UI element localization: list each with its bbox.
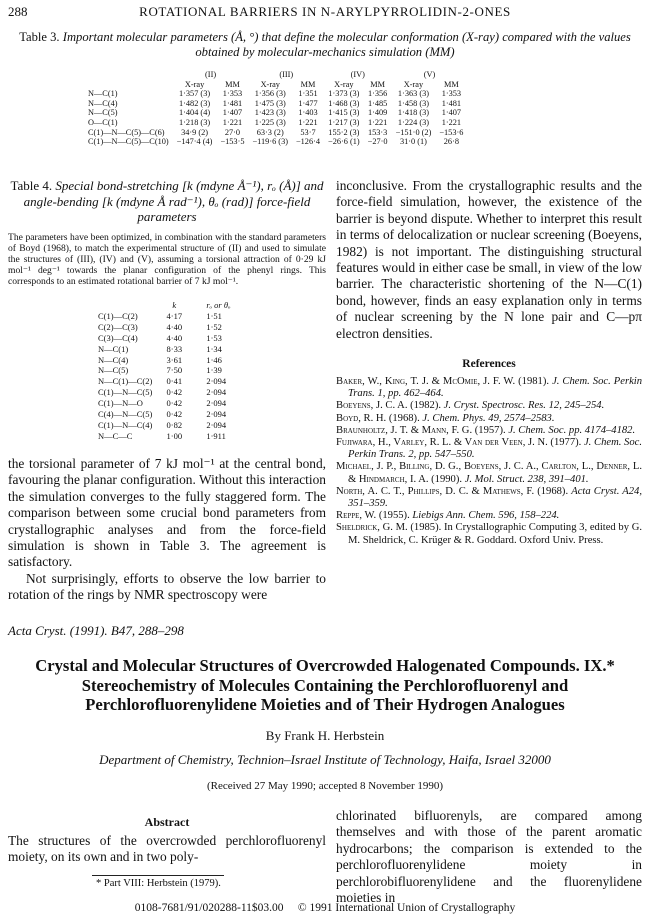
table4-row [98,398,237,409]
table3-row [84,118,467,128]
table4-r: 2·094 [206,419,227,430]
table3-cell: 1·224 (3) [397,117,430,127]
table3-cell: 34·9 (2) [181,127,209,137]
table4-caption-text: Special bond-stretching [k (mdyne Å⁻¹), rₒ (Å)] and angle-bending [k (mdyne Å rad⁻¹), θₒ (rad)] force-field parameters [23,178,324,224]
table3-row [84,108,467,118]
reference-item [336,376,642,400]
table4-row [98,431,237,442]
table3-cell: 1·418 (3) [397,108,430,118]
copyright-line: © 1991 International Union of Crystallography [297,902,516,914]
table4-r: 1·34 [206,343,222,354]
table3-cell: 1·475 (3) [254,98,286,108]
table4 [98,300,237,442]
abstract-heading: Abstract [144,815,190,829]
table3-subheader: X-ray [334,79,354,89]
reference-source: J. Mol. Struct. 238, 391–401. [464,473,589,485]
table4-note: The parameters have been optimized, in combination with the standard parameters of Boyd (1968), to match the experimental structure of (II) and used to simulate the structures of (III), (IV) and (V), assuming a torsional attraction of 0·29 kJ mol⁻¹ deg⁻¹ towards the planar configuration of the phenyl rings. This corresponds to an estimated rotational barrier of 7 kJ mol⁻¹. [8,232,326,287]
table3-cell: 1·481 [441,98,462,108]
table4-k: 0·42 [166,387,183,398]
reference-item [336,437,642,461]
reference-source: J. Chem. Soc. pp. 4174–4182. [508,424,636,436]
table3-cell: −26·6 (1) [328,137,360,147]
table3-cell: −153·6 [439,127,464,137]
table3-cell: −147·4 (4) [176,137,213,147]
table3-cell: 1·221 [298,117,318,127]
table3-subheader: MM [444,79,459,89]
table3-caption [8,30,642,60]
issn-line: 0108-7681/91/020288-11$03.00 [134,902,284,914]
table4-caption [8,178,326,225]
table3-cell: −119·6 (3) [252,137,288,147]
table3-row [84,137,467,147]
article-author: By Frank H. Herbstein [265,728,385,743]
table3-row [84,128,467,138]
reference-authors: Boeyens, J. C. A. (1982). [336,400,442,412]
table3-cell: −151·0 (2) [395,127,432,137]
table4-r: 2·094 [206,398,227,409]
table4-k: 4·40 [166,332,183,343]
table3-param: N—C(1) [88,89,118,99]
abstract-text-right: chlorinated bifluorenyls, are compared among themselves and with those of the parent aromatic hydrocarbons; the comparison is extended to the perchlorofluorenylidene moiety in perchlorobifluorenylidene and the fluorenylidene moieties in [336,808,642,906]
table4-param: C(4)—N—C(5) [98,409,153,420]
table4-row [98,322,237,333]
table3-cell: 1·353 [441,89,462,99]
reference-item [336,522,642,546]
reference-authors: Sheldrick, G. M. (1985). [336,522,442,534]
table4-param: C(3)—C(4) [98,332,138,343]
table3-cell: 1·458 (3) [397,98,430,108]
references-list [336,376,642,547]
table3-param: N—C(5) [88,108,118,118]
left-paragraph: the torsional parameter of 7 kJ mol⁻¹ at the central bond, favouring the planar configuration. Without this interaction the simulation converges to the fully staggered form. The comparison between some crucial bond parameters from crystallographic analyses and from the force-field simulation is shown in Table 3. The agreement is satisfactory. [8,456,326,570]
table3-param: C(1)—N—C(5)—C(6) [88,127,165,137]
table3-cell: 27·0 [224,127,241,137]
table3-subheader: MM [370,79,385,89]
table3-cell: 1·485 [367,98,388,108]
reference-authors: Reppe, W. (1955). [336,510,410,522]
abstract-text-left: The structures of the overcrowded perchlorofluorenyl moiety, on its own and in two poly- [8,833,326,865]
table3-cell: 1·225 (3) [254,117,286,127]
reference-source: J. Chem. Phys. 49, 2574–2583. [422,412,555,424]
table3-row [84,99,467,109]
table3-cell: 1·373 (3) [328,89,360,99]
table3-cell: 1·423 (3) [254,108,286,118]
table4-col-r: rₒ or θₒ [206,300,231,310]
table4-param: N—C(5) [98,365,129,376]
table3-cell: 1·221 [222,117,243,127]
table3-param: O—C(1) [88,117,118,127]
table4-k: 7·50 [166,365,183,376]
reference-authors: Braunholtz, J. T. & Mann, F. G. (1957). [336,424,506,436]
reference-source: J. Chem. Soc. Perkin Trans. 1, pp. 462–464. [348,376,643,400]
table3-compound-row [84,70,467,80]
table3-compound: (IV) [350,70,365,79]
table3-cell: 1·468 (3) [328,98,360,108]
reference-item [336,486,642,510]
table3-cell: 1·353 [222,89,243,99]
article-title: Crystal and Molecular Structures of Overcrowded Halogenated Compounds. IX.* Stereochemistry of Molecules Containing the Perchlorofluorenyl and Perchlorofluorenylidene Moieties and of Their Hydrogen Analogues [35,656,615,714]
table4-r: 1·52 [206,321,222,332]
table4-k: 0·41 [166,376,183,387]
table4-k: 3·61 [166,354,183,365]
table4-k: 0·42 [166,409,183,420]
table3-subheader-row [84,80,467,90]
table3-cell: 1·356 [367,89,388,99]
table3-cell: 1·363 (3) [397,89,430,99]
table4-r: 1·911 [206,430,226,441]
left-body-text [8,456,326,604]
table4-k: 1·00 [166,430,183,441]
table3-cell: 1·404 (4) [179,108,211,118]
table4-param: N—C(1) [98,343,129,354]
table3-cell: −126·4 [295,137,321,147]
table4-r: 1·51 [206,310,222,321]
reference-item [336,461,642,485]
table3-cell: 1·477 [298,98,318,108]
article-received: (Received 27 May 1990; accepted 8 November 1990) [206,780,444,792]
reference-source: Liebigs Ann. Chem. 596, 158–224. [412,510,560,522]
table4-r: 1·39 [206,365,222,376]
table3-cell: 153·3 [367,127,388,137]
table4-r: 1·53 [206,332,222,343]
table4-param: N—C(4) [98,354,129,365]
reference-source: J. Cryst. Spectrosc. Res. 12, 245–254. [443,400,605,412]
table3-cell: 63·3 (2) [256,127,284,137]
table4-k: 0·82 [166,419,183,430]
table4-row [98,355,237,366]
table4-r: 2·094 [206,376,227,387]
table3-subheader: X-ray [260,79,280,89]
table3-cell: 1·351 [298,89,318,99]
reference-item [336,425,642,437]
table4-row [98,311,237,322]
table3-param: N—C(4) [88,98,118,108]
table4-r: 1·46 [206,354,222,365]
table3-cell: 1·409 [367,108,388,118]
table3-cell: 1·403 [298,108,318,118]
reference-source: In Crystallographic Computing 3, edited by G. M. Sheldrick, C. Krüger & R. Goddard. Oxford Univ. Press. [348,522,642,546]
table3-cell: 1·218 (3) [179,117,211,127]
table3-subheader: MM [225,79,240,89]
table4-row [98,365,237,376]
reference-source: J. Chem. Soc. Perkin Trans. 2, pp. 547–550. [348,437,642,461]
table3-cell: 1·481 [222,98,243,108]
table4-r: 2·094 [206,409,227,420]
table4-row [98,387,237,398]
table3-param: C(1)—N—C(5)—C(10) [88,137,169,147]
right-body-text: inconclusive. From the crystallographic results and the force-field simulation, however, the existence of the barrier is beyond dispute. Whether to interpret this result in terms of delocalization or nuclear screening (Boeyens, 1982) is not important. The distinguishing structural features would in either case be small, in view of the low barrier. The characteristic shortening of the N—C(1) bond, however, finds an easy explanation only in terms of nuclear screening by the N lone pair and C—pπ electron densities. [336,178,642,341]
table4-param: N—C(1)—C(2) [98,376,153,387]
table4-param: C(1)—N—O [98,398,143,409]
table3-compound: (II) [205,70,217,79]
reference-source: Acta Cryst. A24, 351–359. [348,485,642,510]
table4-row [98,409,237,420]
running-head: ROTATIONAL BARRIERS IN N-ARYLPYRROLIDIN-2-ONES [139,4,511,19]
table3-cell: 53·7 [300,127,316,137]
reference-item [336,400,642,412]
table4-row [98,376,237,387]
table3-subheader: MM [300,79,316,89]
table3-cell: 1·217 (3) [328,117,360,127]
table3-cell: 1·221 [441,117,462,127]
table3-cell: 26·8 [443,137,459,147]
page-header [8,4,642,22]
table3 [84,70,467,147]
table4-header-row [98,300,237,311]
table3-label: Table 3. [19,30,60,44]
table4-row [98,333,237,344]
table3-subheader: X-ray [184,79,205,89]
references-heading: References [462,358,516,370]
table3-cell: 31·0 (1) [399,137,427,147]
reference-authors: North, A. C. T., Phillips, D. C. & Mathews, F. (1968). [336,485,569,497]
table3-cell: 1·221 [367,117,388,127]
table3-row [84,89,467,99]
table4-col-k: k [172,300,177,310]
table3-cell: 1·415 (3) [328,108,360,118]
article-affiliation: Department of Chemistry, Technion–Israel Institute of Technology, Haifa, Israel 32000 [99,752,551,767]
table3-cell: 155·2 (3) [328,127,360,137]
reference-authors: Fujiwara, H., Varley, R. L. & Van der Veen, J. N. (1977). [336,437,582,449]
table3-cell: 1·357 (3) [179,89,211,99]
reference-item [336,510,642,522]
reference-item [336,413,642,425]
table4-r: 2·094 [206,387,227,398]
table4-row [98,344,237,355]
left-paragraph: Not surprisingly, efforts to observe the low barrier to rotation of the rings by NMR spectroscopy were [8,570,326,603]
table3-caption-text: Important molecular parameters (Å, °) that define the molecular conformation (X-ray) compared with the values obtained by molecular-mechanics simulation (MM) [62,30,631,59]
table4-param: C(1)—N—C(4) [98,419,153,430]
footnote: * Part VIII: Herbstein (1979). [96,878,221,889]
table3-compound: (III) [279,70,294,79]
table4-k: 4·17 [166,310,183,321]
page-footer [8,902,642,914]
table4-param: C(1)—C(2) [98,310,138,321]
table4-label: Table 4. [10,178,53,193]
table3-cell: 1·356 (3) [254,89,286,99]
reference-authors: Baker, W., King, T. J. & McOmie, J. F. W. (1981). [336,376,550,387]
table3-cell: 1·482 (3) [179,98,211,108]
table3-subheader: X-ray [403,79,424,89]
table3-cell: 1·407 [222,108,243,118]
article-citation: Acta Cryst. (1991). B47, 288–298 [8,623,184,638]
table3-cell: −153·5 [220,137,245,147]
table4-param: C(2)—C(3) [98,321,138,332]
table4-k: 4·40 [166,321,183,332]
table3-cell: 1·407 [441,108,462,118]
table4-param: N—C—C [98,430,133,441]
footnote-divider [92,875,224,876]
table4-k: 8·33 [166,343,183,354]
table4-k: 0·42 [166,398,183,409]
table3-cell: −27·0 [367,137,388,147]
reference-authors: Boyd, R. H. (1968). [336,412,420,424]
page-number: 288 [8,4,28,19]
table4-row [98,420,237,431]
reference-authors: Michael, J. P., Billing, D. G., Boeyens, J. C. A., Carlton, L., Denner, L. & Hindmarch, I. A. (1990). [336,461,642,485]
table3-compound: (V) [423,70,436,79]
table4-param: C(1)—N—C(5) [98,387,153,398]
